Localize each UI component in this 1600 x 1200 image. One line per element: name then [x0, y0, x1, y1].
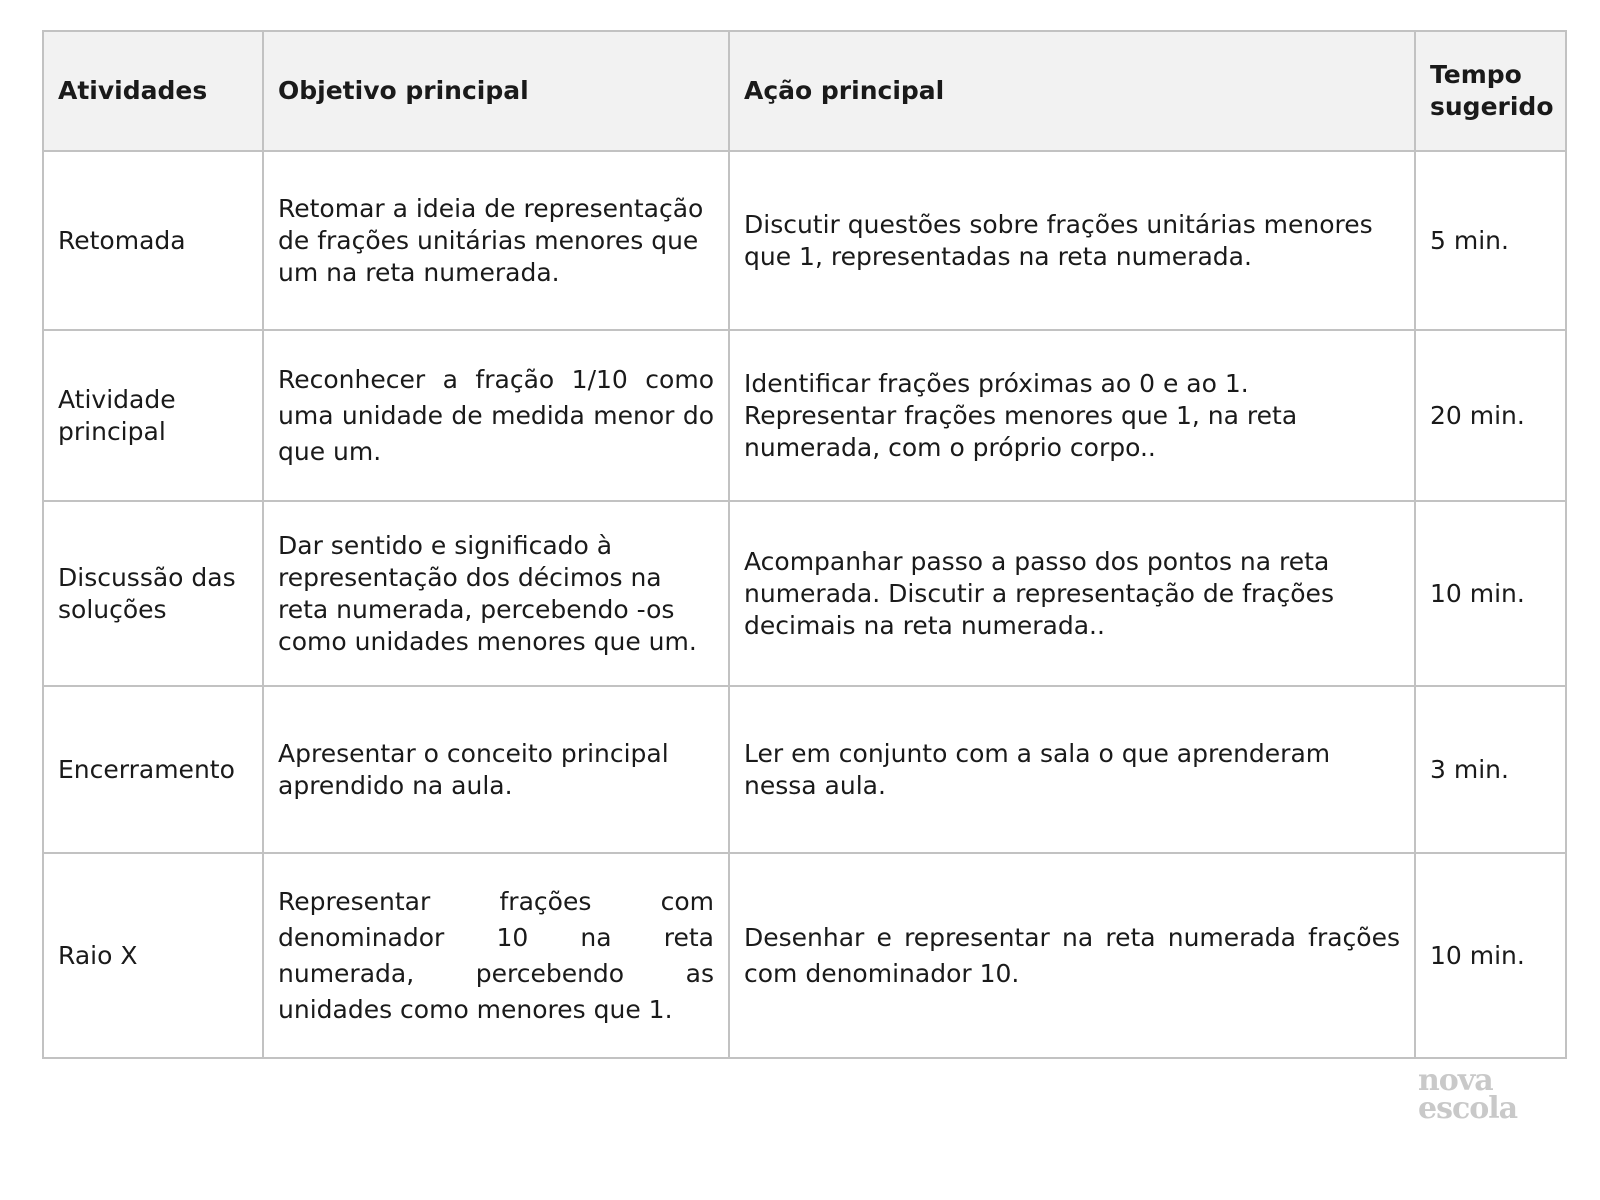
lesson-plan-table [42, 30, 1567, 1059]
cell-acao: Acompanhar passo a passo dos pontos na reta numerada. Discutir a representação de frações decimais na reta numerada.. [729, 501, 1415, 686]
header-row [43, 31, 1566, 151]
table-row [43, 330, 1566, 501]
header-objetivo-principal: Objetivo principal [263, 31, 729, 151]
cell-tempo: 10 min. [1415, 853, 1566, 1058]
header-acao-principal: Ação principal [729, 31, 1415, 151]
cell-objetivo: Apresentar o conceito principal aprendido na aula. [263, 686, 729, 853]
cell-atividade: Raio X [43, 853, 263, 1058]
cell-tempo: 5 min. [1415, 151, 1566, 330]
cell-acao: Ler em conjunto com a sala o que aprenderam nessa aula. [729, 686, 1415, 853]
table-row [43, 686, 1566, 853]
nova-escola-logo [1418, 1063, 1518, 1126]
cell-atividade: Retomada [43, 151, 263, 330]
cell-tempo: 20 min. [1415, 330, 1566, 501]
table-row [43, 853, 1566, 1058]
cell-tempo: 10 min. [1415, 501, 1566, 686]
table-header [43, 31, 1566, 151]
table-row [43, 501, 1566, 686]
cell-objetivo: Representar frações com denominador 10 na reta numerada, percebendo as unidades como menores que 1. [263, 853, 729, 1058]
header-atividades: Atividades [43, 31, 263, 151]
cell-acao: Desenhar e representar na reta numerada frações com denominador 10. [729, 853, 1415, 1058]
cell-tempo: 3 min. [1415, 686, 1566, 853]
header-tempo-sugerido: Tempo sugerido [1415, 31, 1566, 151]
cell-atividade: Discussão das soluções [43, 501, 263, 686]
cell-atividade: Encerramento [43, 686, 263, 853]
table-body [43, 151, 1566, 1058]
cell-atividade: Atividade principal [43, 330, 263, 501]
cell-acao: Identificar frações próximas ao 0 e ao 1. Representar frações menores que 1, na reta numerada, com o próprio corpo.. [729, 330, 1415, 501]
cell-objetivo: Reconhecer a fração 1/10 como uma unidade de medida menor do que um. [263, 330, 729, 501]
cell-acao: Discutir questões sobre frações unitárias menores que 1, representadas na reta numerada. [729, 151, 1415, 330]
table-row [43, 151, 1566, 330]
logo-line-nova: nova [1418, 1063, 1493, 1098]
logo-line-escola: escola [1418, 1091, 1518, 1126]
cell-objetivo: Dar sentido e significado à representação dos décimos na reta numerada, percebendo -os como unidades menores que um. [263, 501, 729, 686]
cell-objetivo: Retomar a ideia de representação de frações unitárias menores que um na reta numerada. [263, 151, 729, 330]
